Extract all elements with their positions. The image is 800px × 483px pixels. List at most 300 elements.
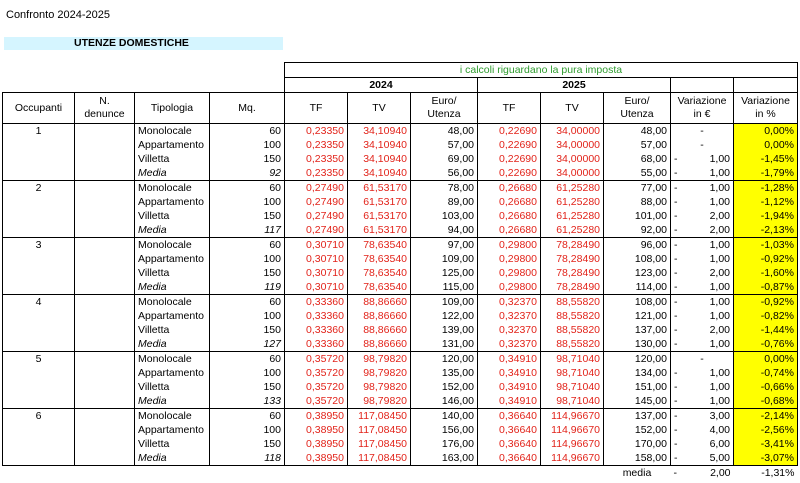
denunce-cell [75,352,135,367]
var-euro-value: 1,00 [709,252,730,265]
empty-cell [541,466,604,481]
col-occupanti: Occupanti [3,93,75,124]
minus-sign: - [674,423,678,436]
mq-cell: 150 [210,437,285,451]
empty-cell [285,466,348,481]
table-row [3,138,798,152]
denunce-cell [75,366,135,380]
tv-2024-cell: 88,86660 [348,309,411,323]
calc-note: i calcoli riguardano la pura imposta [285,63,798,78]
tipologia-cell: Appartamento [135,195,210,209]
denunce-cell [75,238,135,253]
tipologia-cell: Villetta [135,266,210,280]
tf-2024-cell: 0,30710 [285,280,348,295]
tv-2025-cell: 61,25280 [541,181,604,196]
table-row [3,451,798,466]
tipologia-cell: Monolocale [135,409,210,424]
occupanti-cell [3,437,75,451]
var-pct-cell: -1,44% [734,323,798,337]
mq-cell: 118 [210,451,285,466]
var-pct-cell: -1,60% [734,266,798,280]
tipologia-cell: Villetta [135,380,210,394]
var-euro-cell: - [671,138,734,152]
denunce-cell [75,266,135,280]
occupanti-cell: 2 [3,181,75,196]
tv-2025-cell: 34,00000 [541,166,604,181]
occupanti-cell [3,451,75,466]
tf-2024-cell: 0,23350 [285,166,348,181]
tv-2024-cell: 117,08450 [348,409,411,424]
tf-2025-cell: 0,34910 [478,366,541,380]
var-euro-cell [671,423,734,437]
sheet-title: Confronto 2024-2025 [6,9,110,21]
occupanti-cell [3,337,75,352]
var-pct-cell: -2,14% [734,409,798,424]
table-row [3,437,798,451]
year-2025-header: 2025 [478,78,671,93]
minus-sign: - [674,266,678,279]
denunce-cell [75,451,135,466]
var-euro-cell [671,380,734,394]
occupanti-cell [3,152,75,166]
var-pct-cell: -0,68% [734,394,798,409]
tf-2025-cell: 0,34910 [478,394,541,409]
tv-2024-cell: 78,63540 [348,238,411,253]
minus-sign: - [674,209,678,222]
mq-cell: 100 [210,138,285,152]
col-tv-2025: TV [541,93,604,124]
var-pct-cell: -3,07% [734,451,798,466]
tf-2024-cell: 0,30710 [285,266,348,280]
euro-2024-cell: 135,00 [411,366,478,380]
tf-2024-cell: 0,23350 [285,138,348,152]
euro-2025-cell: 88,00 [604,195,671,209]
minus-sign: - [674,152,678,165]
tf-2024-cell: 0,27490 [285,181,348,196]
col-tipologia: Tipologia [135,93,210,124]
euro-2025-cell: 121,00 [604,309,671,323]
tv-2024-cell: 78,63540 [348,252,411,266]
var-pct-cell: 0,00% [734,138,798,152]
tf-2025-cell: 0,36640 [478,451,541,466]
col-euro-2024: Euro/ Utenza [411,93,478,124]
tf-2024-cell: 0,27490 [285,209,348,223]
col-euro-2025: Euro/ Utenza [604,93,671,124]
tf-2024-cell: 0,35720 [285,380,348,394]
mq-cell: 133 [210,394,285,409]
mq-cell: 150 [210,152,285,166]
minus-sign: - [674,451,678,464]
table-row [3,323,798,337]
var-euro-value: 1,00 [709,380,730,393]
denunce-cell [75,409,135,424]
tipologia-cell: Appartamento [135,423,210,437]
occupanti-cell [3,209,75,223]
euro-2024-cell: 152,00 [411,380,478,394]
tv-2025-cell: 98,71040 [541,366,604,380]
denunce-cell [75,195,135,209]
occupanti-cell [3,266,75,280]
euro-2025-cell: 68,00 [604,152,671,166]
mq-cell: 60 [210,124,285,139]
euro-2024-cell: 156,00 [411,423,478,437]
occupanti-cell [3,138,75,152]
euro-2024-cell: 109,00 [411,295,478,310]
tv-2025-cell: 78,28490 [541,238,604,253]
var-pct-cell: -3,41% [734,437,798,451]
mq-cell: 119 [210,280,285,295]
tipologia-cell: Media [135,223,210,238]
var-euro-cell [671,451,734,466]
var-euro-cell [671,209,734,223]
table-row [3,195,798,209]
table-row [3,295,798,310]
mq-cell: 100 [210,423,285,437]
euro-2025-cell: 92,00 [604,223,671,238]
empty-cell [135,466,210,481]
euro-2024-cell: 48,00 [411,124,478,139]
var-pct-cell: -0,74% [734,366,798,380]
minus-sign: - [674,409,678,422]
tv-2024-cell: 98,79820 [348,394,411,409]
euro-2025-cell: 108,00 [604,295,671,310]
tv-2025-cell: 88,55820 [541,337,604,352]
mq-cell: 60 [210,295,285,310]
minus-sign: - [674,309,678,322]
denunce-cell [75,181,135,196]
var-pct-cell: 0,00% [734,352,798,367]
footer-label: media [622,466,652,479]
empty-cell [210,466,285,481]
tipologia-cell: Monolocale [135,295,210,310]
euro-2024-cell: 78,00 [411,181,478,196]
occupanti-cell: 6 [3,409,75,424]
minus-sign: - [674,181,678,194]
tv-2024-cell: 117,08450 [348,451,411,466]
occupanti-cell [3,309,75,323]
euro-2024-cell: 176,00 [411,437,478,451]
denunce-cell [75,337,135,352]
var-euro-cell: - [671,352,734,367]
euro-2025-cell: 77,00 [604,181,671,196]
occupanti-cell [3,366,75,380]
table-row [3,252,798,266]
var-euro-cell [671,409,734,424]
euro-2025-cell: 137,00 [604,323,671,337]
var-euro-value: 6,00 [709,437,730,450]
tf-2025-cell: 0,22690 [478,124,541,139]
tf-2025-cell: 0,22690 [478,166,541,181]
occupanti-cell [3,423,75,437]
var-pct-cell: -1,79% [734,166,798,181]
var-pct-cell: -0,87% [734,280,798,295]
tv-2024-cell: 34,10940 [348,138,411,152]
mq-cell: 150 [210,266,285,280]
table-row [3,166,798,181]
minus-sign: - [674,337,678,350]
tv-2024-cell: 98,79820 [348,352,411,367]
var-euro-value: 4,00 [709,423,730,436]
tv-2024-cell: 88,86660 [348,323,411,337]
tf-2024-cell: 0,35720 [285,394,348,409]
denunce-cell [75,394,135,409]
euro-2025-cell: 145,00 [604,394,671,409]
tf-2024-cell: 0,30710 [285,238,348,253]
var-euro-cell [671,337,734,352]
euro-2024-cell: 139,00 [411,323,478,337]
euro-2025-cell: 114,00 [604,280,671,295]
tv-2024-cell: 98,79820 [348,380,411,394]
denunce-cell [75,138,135,152]
var-euro-value: 1,00 [709,280,730,293]
occupanti-cell [3,252,75,266]
tipologia-cell: Villetta [135,209,210,223]
tv-2025-cell: 34,00000 [541,152,604,166]
var-euro-value: 1,00 [709,195,730,208]
tf-2024-cell: 0,38950 [285,409,348,424]
var-euro-cell [671,437,734,451]
euro-2025-cell: 101,00 [604,209,671,223]
footer-var-euro-value: 2,00 [710,466,731,479]
tipologia-cell: Media [135,337,210,352]
euro-2025-cell: 130,00 [604,337,671,352]
tipologia-cell: Appartamento [135,309,210,323]
euro-2024-cell: 89,00 [411,195,478,209]
var-pct-cell: -1,28% [734,181,798,196]
tf-2025-cell: 0,34910 [478,352,541,367]
var-euro-cell [671,295,734,310]
euro-2024-cell: 56,00 [411,166,478,181]
minus-sign: - [674,252,678,265]
tv-2024-cell: 61,53170 [348,209,411,223]
mq-cell: 127 [210,337,285,352]
var-pct-cell: -0,76% [734,337,798,352]
tf-2025-cell: 0,29800 [478,280,541,295]
tv-2025-cell: 114,96670 [541,437,604,451]
tv-2025-cell: 114,96670 [541,451,604,466]
table-row [3,181,798,196]
var-euro-value: 2,00 [709,323,730,336]
euro-2024-cell: 103,00 [411,209,478,223]
tipologia-cell: Appartamento [135,138,210,152]
tf-2025-cell: 0,22690 [478,152,541,166]
tf-2024-cell: 0,33360 [285,295,348,310]
table-row [3,309,798,323]
var-pct-cell: -2,13% [734,223,798,238]
mq-cell: 150 [210,209,285,223]
occupanti-cell [3,394,75,409]
euro-2025-cell: 158,00 [604,451,671,466]
denunce-cell [75,209,135,223]
tv-2024-cell: 117,08450 [348,437,411,451]
tv-2024-cell: 98,79820 [348,366,411,380]
tv-2025-cell: 34,00000 [541,124,604,139]
var-euro-value: 1,00 [709,366,730,379]
minus-sign: - [674,238,678,251]
euro-2025-cell: 96,00 [604,238,671,253]
var-pct-cell: -0,66% [734,380,798,394]
var-euro-value: 1,00 [709,181,730,194]
mq-cell: 150 [210,380,285,394]
col-tv-2024: TV [348,93,411,124]
euro-2025-cell: 48,00 [604,124,671,139]
table-row [3,394,798,409]
tv-2025-cell: 78,28490 [541,280,604,295]
tf-2024-cell: 0,27490 [285,223,348,238]
occupanti-cell [3,223,75,238]
table-row [3,152,798,166]
var-pct-cell: -1,03% [734,238,798,253]
var-pct-cell: -1,94% [734,209,798,223]
var-euro-value: 1,00 [709,238,730,251]
tf-2024-cell: 0,35720 [285,366,348,380]
tv-2025-cell: 61,25280 [541,223,604,238]
tf-2025-cell: 0,26680 [478,195,541,209]
var-euro-value: 1,00 [709,152,730,165]
tv-2025-cell: 34,00000 [541,138,604,152]
euro-2025-cell: 152,00 [604,423,671,437]
tv-2024-cell: 61,53170 [348,223,411,238]
tf-2025-cell: 0,32370 [478,337,541,352]
tv-2025-cell: 98,71040 [541,352,604,367]
tipologia-cell: Appartamento [135,366,210,380]
table-row [3,124,798,139]
table-row [3,223,798,238]
occupanti-cell [3,380,75,394]
denunce-cell [75,252,135,266]
euro-2024-cell: 109,00 [411,252,478,266]
euro-2024-cell: 146,00 [411,394,478,409]
empty-cell [478,466,541,481]
mq-cell: 150 [210,323,285,337]
var-pct-cell: -0,92% [734,295,798,310]
tv-2025-cell: 114,96670 [541,409,604,424]
mq-cell: 100 [210,252,285,266]
occupanti-cell: 4 [3,295,75,310]
var-pct-cell: -1,12% [734,195,798,209]
var-euro-value: 1,00 [709,394,730,407]
euro-2024-cell: 57,00 [411,138,478,152]
var-euro-value: 2,00 [709,223,730,236]
tf-2025-cell: 0,26680 [478,209,541,223]
tv-2024-cell: 34,10940 [348,152,411,166]
tv-2024-cell: 34,10940 [348,124,411,139]
var-euro-cell [671,223,734,238]
var-euro-cell [671,309,734,323]
minus-sign: - [674,380,678,393]
minus-sign: - [674,323,678,336]
tv-2025-cell: 78,28490 [541,266,604,280]
tf-2025-cell: 0,22690 [478,138,541,152]
minus-sign: - [674,223,678,236]
var-pct-cell: -0,92% [734,252,798,266]
denunce-cell [75,166,135,181]
var-euro-value: 2,00 [709,266,730,279]
mq-cell: 117 [210,223,285,238]
var-euro-value: 2,00 [709,209,730,222]
table-row [3,266,798,280]
tf-2025-cell: 0,32370 [478,295,541,310]
var-euro-cell [671,323,734,337]
var-euro-value: 1,00 [709,309,730,322]
table-row [3,409,798,424]
minus-sign: - [674,280,678,293]
euro-2024-cell: 122,00 [411,309,478,323]
var-euro-cell [671,152,734,166]
var-euro-cell [671,195,734,209]
section-header: UTENZE DOMESTICHE [4,37,283,50]
tipologia-cell: Monolocale [135,352,210,367]
euro-2024-cell: 120,00 [411,352,478,367]
table-row [3,280,798,295]
table-row [3,366,798,380]
footer-row [3,466,798,481]
col-tf-2024: TF [285,93,348,124]
tv-2024-cell: 117,08450 [348,423,411,437]
var-euro-value: 1,00 [709,166,730,179]
var-pct-cell: -0,82% [734,309,798,323]
euro-2024-cell: 69,00 [411,152,478,166]
tf-2024-cell: 0,38950 [285,423,348,437]
minus-sign: - [674,366,678,379]
mq-cell: 60 [210,409,285,424]
minus-sign: - [673,466,677,479]
tf-2024-cell: 0,23350 [285,152,348,166]
tv-2024-cell: 78,63540 [348,266,411,280]
table-row [3,209,798,223]
tv-2025-cell: 88,55820 [541,323,604,337]
denunce-cell [75,380,135,394]
table-row [3,337,798,352]
empty-cell [75,466,135,481]
mq-cell: 92 [210,166,285,181]
var-euro-cell [671,252,734,266]
tv-2025-cell: 61,25280 [541,209,604,223]
minus-sign: - [674,437,678,450]
occupanti-cell: 1 [3,124,75,139]
var-euro-cell [671,181,734,196]
tv-2024-cell: 34,10940 [348,166,411,181]
tipologia-cell: Media [135,166,210,181]
col-var-euro: Variazione in € [671,93,734,124]
euro-2025-cell: 55,00 [604,166,671,181]
euro-2025-cell: 134,00 [604,366,671,380]
denunce-cell [75,295,135,310]
euro-2025-cell: 151,00 [604,380,671,394]
tf-2025-cell: 0,32370 [478,323,541,337]
tf-2024-cell: 0,38950 [285,451,348,466]
euro-2024-cell: 140,00 [411,409,478,424]
col-denunce: N. denunce [75,93,135,124]
euro-2025-cell: 123,00 [604,266,671,280]
tv-2025-cell: 98,71040 [541,394,604,409]
var-euro-value: 1,00 [709,337,730,350]
euro-2024-cell: 94,00 [411,223,478,238]
tipologia-cell: Monolocale [135,181,210,196]
var-euro-value: 1,00 [709,295,730,308]
mq-cell: 60 [210,238,285,253]
euro-2024-cell: 125,00 [411,266,478,280]
denunce-cell [75,423,135,437]
var-euro-cell: - [671,124,734,139]
mq-cell: 60 [210,181,285,196]
tv-2024-cell: 61,53170 [348,195,411,209]
tf-2025-cell: 0,32370 [478,309,541,323]
mq-cell: 100 [210,366,285,380]
tf-2025-cell: 0,36640 [478,409,541,424]
col-tf-2025: TF [478,93,541,124]
table-row [3,352,798,367]
